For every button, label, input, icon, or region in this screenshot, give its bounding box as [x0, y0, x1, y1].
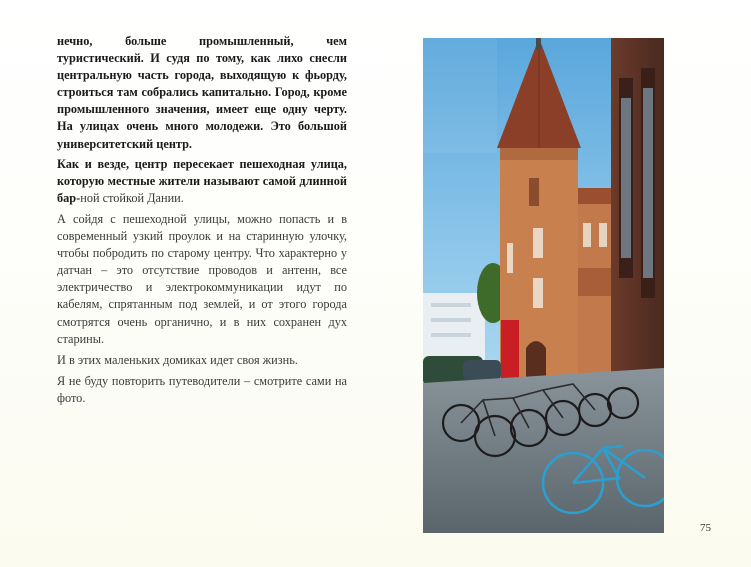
paragraph-3: А сойдя с пешеходной улицы, можно попасть и в современный узкий проулок и на старинную улочку, чтобы побродить по старому центру. Что характерно у датчан – это отсутствие проводов и антенн, все электричество и электрокоммуникации идут по кабелям, спрятанным под землей, и от этого города смотрятся очень органично, и в них сохранен дух старины. — [57, 211, 347, 346]
paragraph-4: И в этих маленьких домиках идет своя жизнь. — [57, 352, 298, 367]
paragraph-2-tail: ной стойкой Дании. — [80, 190, 184, 205]
paragraph-2 — [57, 156, 347, 207]
street-photo-image — [423, 38, 664, 533]
paragraph-5: Я не буду повторить путеводители – смотрите сами на фото. — [57, 373, 347, 405]
paragraph-1: нечно, больше промышленный, чем туристический. И судя по тому, как лихо снесли центральную часть города, выходящую к фьорду, строиться там собрались капитально. Город, кроме промышленного значения, имеет еще одну черту. На улицах очень много молодежи. Это большой университетский центр. — [57, 34, 347, 151]
paragraph-2-main: Как и везде, центр пересекает пешеходная улица, которую местные жители называют самой длинной бар- — [57, 156, 347, 205]
street-photo — [423, 38, 664, 533]
body-text — [57, 33, 347, 407]
page-number: 75 — [700, 522, 711, 534]
